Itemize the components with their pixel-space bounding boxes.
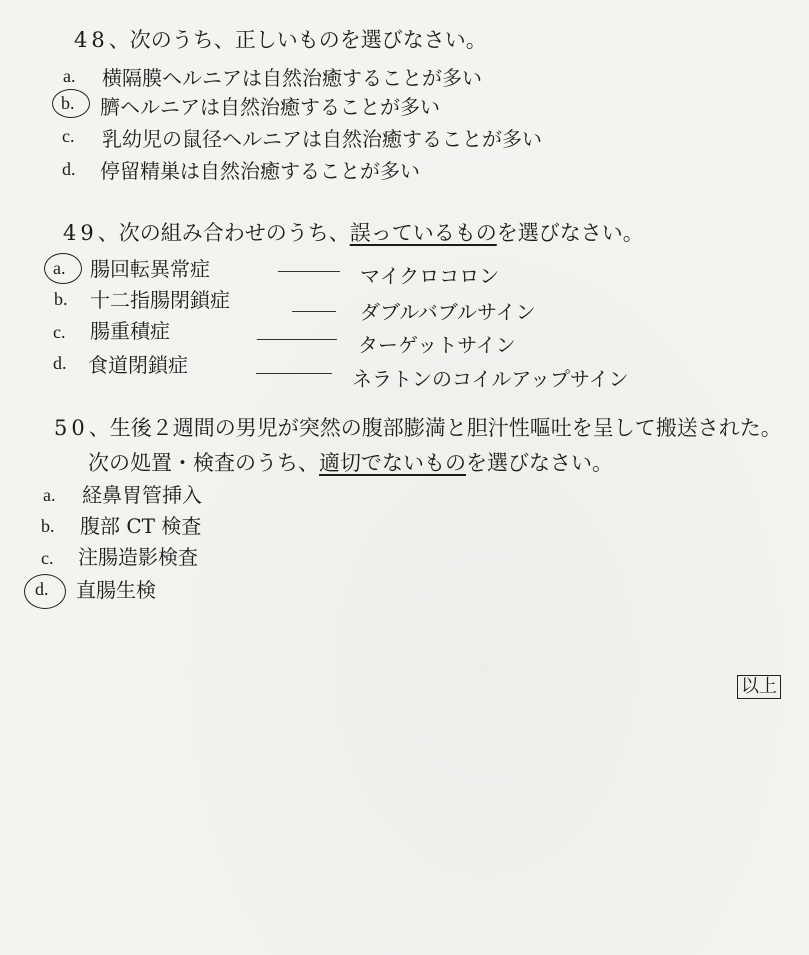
question-50-stem [54, 418, 782, 439]
option-text: 腹部 CT 検査 [80, 514, 202, 538]
question-separator: 、 [88, 416, 110, 440]
option-match: マイクロコロン [360, 264, 500, 288]
pair-connector [256, 373, 332, 374]
option-text: 腸回転異常症 [90, 257, 210, 281]
option-text: 横隔膜ヘルニアは自然治癒することが多い [102, 66, 482, 90]
question-48-stem [74, 30, 487, 51]
option-letter: a. [63, 66, 76, 86]
option-letter: c. [53, 322, 66, 342]
option-letter: a. [43, 485, 56, 505]
option-text: 停留精巣は自然治癒することが多い [100, 159, 420, 183]
option-letter: d. [62, 159, 76, 179]
option-letter: a. [53, 258, 66, 278]
pair-connector [257, 339, 337, 340]
question-number: 48 [74, 28, 109, 52]
option-text: 注腸造影検査 [78, 545, 198, 569]
option-letter: d. [53, 353, 67, 373]
option-text: 食道閉鎖症 [88, 353, 188, 377]
option-letter: b. [41, 516, 55, 536]
option-text: 腸重積症 [90, 319, 170, 343]
option-text: 臍ヘルニアは自然治癒することが多い [100, 95, 440, 119]
question-number: 50 [54, 416, 89, 440]
question-emphasis: 適切でないもの [319, 451, 466, 475]
question-emphasis: 誤っているもの [349, 221, 497, 245]
question-number: 49 [63, 221, 98, 245]
question-text: 生後２週間の男児が突然の腹部膨満と胆汁性嘔吐を呈して搬送された。 [109, 416, 782, 440]
option-letter: b. [54, 289, 68, 309]
question-separator: 、 [97, 221, 119, 245]
question-49-stem [63, 223, 644, 244]
option-letter: b. [61, 93, 75, 113]
pair-connector [292, 311, 336, 312]
option-match: ターゲットサイン [358, 333, 516, 357]
question-text: 次のうち、正しいものを選びなさい。 [129, 28, 487, 52]
end-mark: 以上 [737, 675, 781, 699]
option-match: ネラトンのコイルアップサイン [352, 367, 629, 391]
question-text-prefix: 次の処置・検査のうち、 [88, 451, 319, 475]
question-separator: 、 [108, 28, 130, 52]
option-text: 十二指腸閉鎖症 [90, 288, 230, 312]
question-text-suffix: を選びなさい。 [496, 221, 644, 245]
option-text: 乳幼児の鼠径ヘルニアは自然治癒することが多い [102, 127, 542, 151]
option-letter: c. [41, 548, 54, 568]
option-letter: d. [35, 579, 49, 599]
question-text-prefix: 次の組み合わせのうち、 [118, 221, 350, 245]
question-text-suffix: を選びなさい。 [466, 451, 613, 475]
option-text: 直腸生検 [76, 578, 156, 602]
option-text: 経鼻胃管挿入 [82, 483, 202, 507]
pair-connector [278, 271, 340, 272]
option-letter: c. [62, 126, 75, 146]
question-50-stem-line2 [88, 453, 613, 474]
option-match: ダブルバブルサイン [360, 300, 536, 324]
